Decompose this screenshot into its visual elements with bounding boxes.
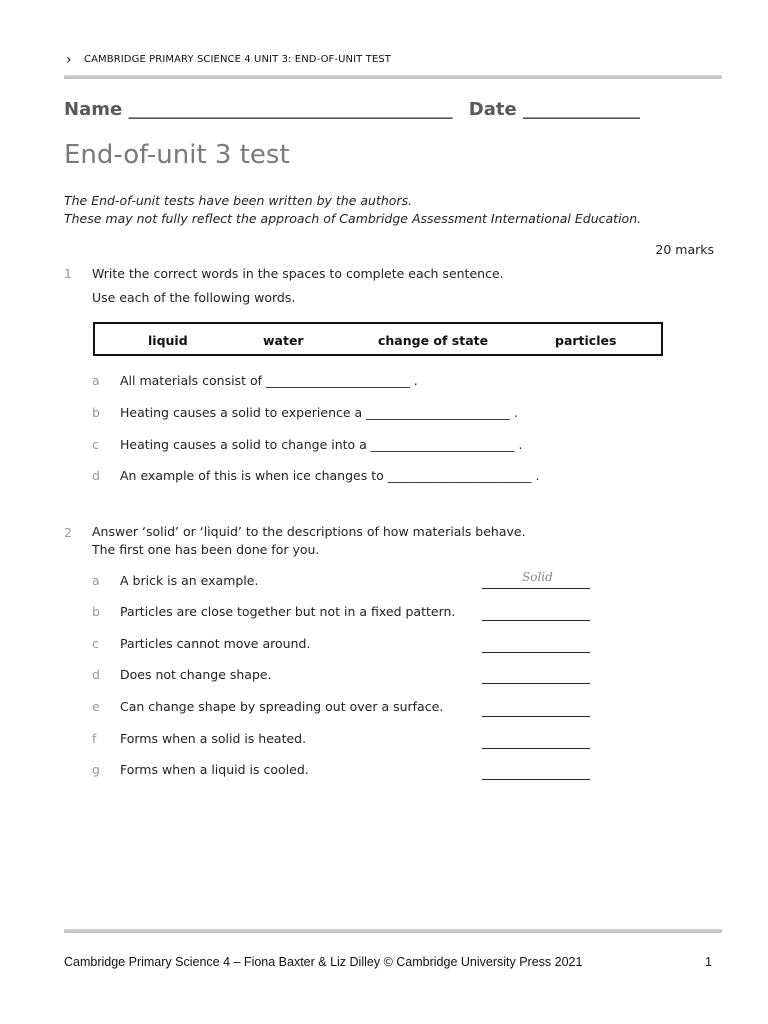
question-2-instruction-1: Answer ‘solid’ or ‘liquid’ to the descriptions of how materials behave. (92, 524, 526, 539)
q1-part-letter: c (92, 437, 99, 452)
question-number-2: 2 (64, 525, 72, 540)
name-date-line (64, 99, 640, 120)
q2-part-letter: g (92, 762, 100, 777)
q2-part-text: Particles cannot move around. (120, 636, 311, 651)
q1-part-letter: a (92, 373, 100, 388)
q1-part-text[interactable]: Heating causes a solid to change into a _______________________ . (120, 437, 523, 452)
q1-part-text[interactable]: All materials consist of _______________________ . (120, 373, 418, 388)
q2-part-letter: a (92, 573, 100, 588)
question-2-instruction-2: The first one has been done for you. (92, 542, 320, 557)
q2-part-letter: b (92, 604, 100, 619)
q2-part-letter: f (92, 731, 97, 746)
q2-part-text: Forms when a liquid is cooled. (120, 762, 309, 777)
answer-field[interactable] (482, 604, 590, 621)
name-label: Name (64, 99, 123, 120)
disclaimer (64, 192, 641, 228)
q2-part-letter: d (92, 667, 100, 682)
handwritten-answer: Solid (522, 570, 553, 584)
q2-part-text: A brick is an example. (120, 573, 259, 588)
total-marks: 20 marks (655, 242, 714, 257)
answer-field[interactable] (482, 572, 590, 589)
question-number-1: 1 (64, 266, 72, 281)
answer-field[interactable] (482, 667, 590, 684)
word-bank-item: change of state (378, 333, 489, 348)
q2-part-text: Can change shape by spreading out over a surface. (120, 699, 444, 714)
page-title: End-of-unit 3 test (64, 140, 290, 170)
question-1-instruction-2: Use each of the following words. (92, 290, 296, 305)
question-1-instruction-1: Write the correct words in the spaces to complete each sentence. (92, 266, 504, 281)
word-bank-item: particles (555, 333, 617, 348)
q1-part-text[interactable]: An example of this is when ice changes to _______________________ . (120, 468, 540, 483)
disclaimer-line-1: The End-of-unit tests have been written by the authors. (64, 193, 413, 208)
answer-field[interactable] (482, 700, 590, 717)
answer-field[interactable] (482, 636, 590, 653)
date-label: Date (468, 99, 517, 120)
name-blank[interactable]: ____________________________________ (128, 99, 453, 120)
q2-part-letter: c (92, 636, 99, 651)
breadcrumb: CAMBRIDGE PRIMARY SCIENCE 4 UNIT 3: END-OF-UNIT TEST (84, 54, 391, 65)
word-bank-item: liquid (148, 333, 188, 348)
q2-part-text: Forms when a solid is heated. (120, 731, 307, 746)
q2-part-text: Particles are close together but not in a fixed pattern. (120, 604, 456, 619)
top-divider (64, 75, 722, 79)
word-bank-item: water (263, 333, 304, 348)
q1-part-letter: d (92, 468, 100, 483)
answer-field[interactable] (482, 763, 590, 780)
q1-part-letter: b (92, 405, 100, 420)
chevron-right-icon: › (66, 52, 72, 68)
disclaimer-line-2: These may not fully reflect the approach of Cambridge Assessment International Education. (64, 211, 642, 226)
q2-part-letter: e (92, 699, 100, 714)
date-blank[interactable]: _____________ (522, 99, 640, 120)
q2-part-text: Does not change shape. (120, 667, 272, 682)
bottom-divider (64, 929, 722, 933)
word-bank-box (93, 322, 663, 356)
footer-credit: Cambridge Primary Science 4 – Fiona Baxter & Liz Dilley © Cambridge University Press 2021 (64, 955, 583, 969)
answer-field[interactable] (482, 732, 590, 749)
page-number: 1 (705, 955, 712, 969)
q1-part-text[interactable]: Heating causes a solid to experience a _______________________ . (120, 405, 518, 420)
